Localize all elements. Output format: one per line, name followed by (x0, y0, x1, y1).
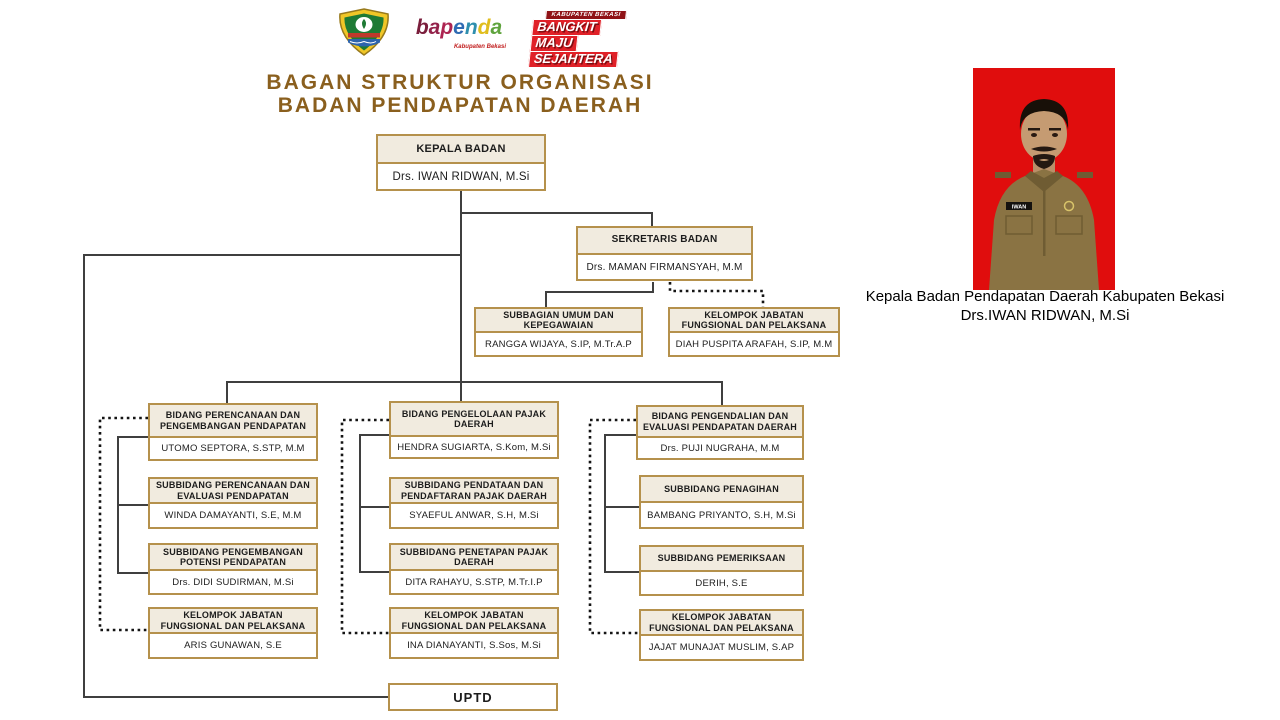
badge-line: SEJAHTERA (528, 51, 619, 68)
org-box-subbidang-pendataan (389, 477, 559, 529)
org-box-title: KELOMPOK JABATAN FUNGSIONAL DAN PELAKSANA (389, 607, 559, 634)
portrait-caption (855, 287, 1235, 325)
org-box-title: SUBBIDANG PENETAPAN PAJAK DAERAH (389, 543, 559, 571)
bapenda-letter: p (440, 16, 454, 39)
page-title-line1: BAGAN STRUKTUR ORGANISASI (266, 71, 654, 94)
org-box-title: BIDANG PENGELOLAAN PAJAK DAERAH (389, 401, 559, 437)
bapenda-letter: n (464, 16, 478, 39)
org-box-subbagian-umum (474, 307, 643, 357)
org-box-name: Drs. DIDI SUDIRMAN, M.Si (148, 569, 318, 595)
org-box-name: DITA RAHAYU, S.STP, M.Tr.I.P (389, 569, 559, 595)
org-box-name: INA DIANAYANTI, S.Sos, M.Si (389, 632, 559, 659)
org-box-bidang-pengelolaan-pajak (389, 401, 559, 459)
org-box-title: KELOMPOK JABATAN FUNGSIONAL DAN PELAKSANA (639, 609, 804, 636)
official-portrait-photo (973, 68, 1115, 290)
org-box-name: JAJAT MUNAJAT MUSLIM, S.AP (639, 634, 804, 661)
org-box-name: HENDRA SUGIARTA, S.Kom, M.Si (389, 435, 559, 459)
org-box-name: DIAH PUSPITA ARAFAH, S.IP, M.M (668, 331, 840, 357)
org-box-name: Drs. MAMAN FIRMANSYAH, M.M (576, 253, 753, 281)
org-box-name: ARIS GUNAWAN, S.E (148, 632, 318, 659)
bapenda-letter: e (453, 16, 465, 39)
org-box-kelompok-jabatan-col1 (148, 607, 318, 659)
org-box-title: SUBBIDANG PERENCANAAN DAN EVALUASI PENDAPATAN (148, 477, 318, 504)
org-box-title: SUBBAGIAN UMUM DAN KEPEGAWAIAN (474, 307, 643, 333)
bapenda-letter: b (415, 16, 429, 39)
org-box-title: BIDANG PENGENDALIAN DAN EVALUASI PENDAPATAN DAERAH (636, 405, 804, 438)
org-box-title: KELOMPOK JABATAN FUNGSIONAL DAN PELAKSANA (668, 307, 840, 333)
bapenda-subtext: Kabupaten Bekasi (453, 44, 506, 50)
uniform-name-tag: IWAN (1011, 204, 1027, 211)
portrait-caption-line2: Drs.IWAN RIDWAN, M.Si (960, 307, 1130, 324)
org-box-title: KEPALA BADAN (376, 134, 546, 164)
badge-ribbon: KABUPATEN BEKASI (545, 10, 627, 20)
org-box-kelompok-jabatan-col3 (639, 609, 804, 661)
page-title-line2: BADAN PENDAPATAN DAERAH (277, 94, 643, 117)
bapenda-letter: a (428, 16, 441, 39)
org-box-subbidang-pemeriksaan (639, 545, 804, 596)
org-box-name: UTOMO SEPTORA, S.STP, M.M (148, 436, 318, 461)
org-box-kepala-badan (376, 134, 546, 191)
org-box-bidang-perencanaan (148, 403, 318, 461)
org-box-kelompok-jabatan-sekretariat (668, 307, 840, 357)
bangkit-maju-sejahtera-badge (528, 10, 627, 68)
bapenda-logo (404, 17, 514, 58)
org-box-sekretaris-badan (576, 226, 753, 281)
org-box-subbidang-penagihan (639, 475, 804, 529)
org-box-title: SUBBIDANG PEMERIKSAAN (639, 545, 804, 572)
bapenda-letter: a (490, 16, 503, 39)
org-box-uptd: UPTD (388, 683, 558, 711)
org-box-title: KELOMPOK JABATAN FUNGSIONAL DAN PELAKSANA (148, 607, 318, 634)
org-box-title: SUBBIDANG PENDATAAN DAN PENDAFTARAN PAJAK DAERAH (389, 477, 559, 504)
org-box-kelompok-jabatan-col2 (389, 607, 559, 659)
org-box-name: RANGGA WIJAYA, S.IP, M.Tr.A.P (474, 331, 643, 357)
org-box-subbidang-perencanaan-evaluasi (148, 477, 318, 529)
badge-line: BANGKIT (531, 19, 602, 36)
org-box-name: DERIH, S.E (639, 570, 804, 596)
org-box-name: WINDA DAMAYANTI, S.E, M.M (148, 502, 318, 529)
badge-line: MAJU (530, 35, 579, 52)
page-title (220, 71, 700, 117)
portrait-caption-line1: Kepala Badan Pendapatan Daerah Kabupaten Bekasi (865, 288, 1225, 305)
org-box-title: BIDANG PERENCANAAN DAN PENGEMBANGAN PENDAPATAN (148, 403, 318, 438)
org-box-title: SEKRETARIS BADAN (576, 226, 753, 255)
bapenda-letter: d (477, 16, 491, 39)
kabupaten-bekasi-seal-logo (333, 8, 395, 56)
org-box-title: SUBBIDANG PENAGIHAN (639, 475, 804, 503)
portrait-illustration (973, 68, 1115, 290)
org-box-title: SUBBIDANG PENGEMBANGAN POTENSI PENDAPATAN (148, 543, 318, 571)
org-box-name: Drs. PUJI NUGRAHA, M.M (636, 436, 804, 460)
org-box-subbidang-penetapan (389, 543, 559, 595)
org-box-name: SYAEFUL ANWAR, S.H, M.Si (389, 502, 559, 529)
org-box-name: BAMBANG PRIYANTO, S.H, M.Si (639, 501, 804, 529)
org-box-name: Drs. IWAN RIDWAN, M.Si (376, 162, 546, 191)
org-box-subbidang-pengembangan-potensi (148, 543, 318, 595)
org-box-bidang-pengendalian (636, 405, 804, 460)
